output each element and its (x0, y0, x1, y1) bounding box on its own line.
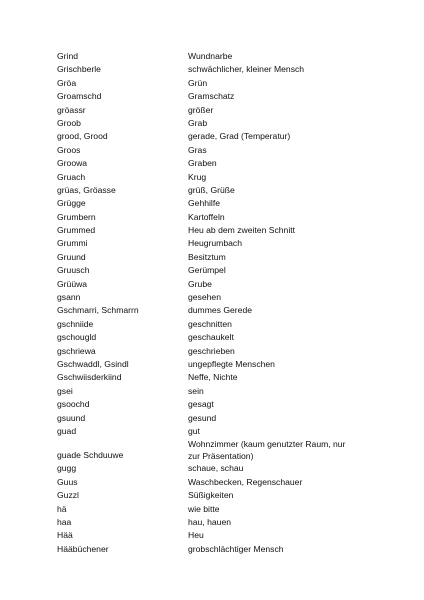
dialect-term: Groamschd (57, 91, 102, 102)
glossary-row (0, 224, 424, 237)
glossary-row (0, 291, 424, 304)
dialect-term: Guzzl (57, 490, 79, 501)
dialect-term: hä (57, 503, 67, 514)
standard-german-definition: Gramschatz (188, 91, 235, 102)
standard-german-definition: Gras (188, 144, 207, 155)
glossary-row (0, 462, 424, 475)
glossary-row (0, 197, 424, 210)
dialect-term: Grummed (57, 225, 96, 236)
standard-german-definition: schaue, schau (188, 463, 244, 474)
dialect-term: Groos (57, 144, 81, 155)
dialect-term: Guus (57, 476, 78, 487)
glossary-row (0, 251, 424, 264)
glossary-row (0, 104, 424, 117)
glossary-row (0, 385, 424, 398)
dialect-term: haa (57, 516, 72, 527)
dialect-term: Groob (57, 117, 81, 128)
standard-german-definition: Gerümpel (188, 265, 226, 276)
standard-german-definition: Besitztum (188, 251, 226, 262)
dialect-term: Gruund (57, 251, 86, 262)
standard-german-definition: Graben (188, 158, 217, 169)
dialect-term: grood, Grood (57, 131, 108, 142)
dialect-term: gschriewa (57, 345, 96, 356)
standard-german-definition: sein (188, 385, 204, 396)
dialect-term: Grumbern (57, 211, 96, 222)
glossary-row (0, 503, 424, 516)
glossary-row (0, 438, 424, 462)
dialect-term: guad (57, 425, 77, 436)
dialect-term: gschougld (57, 332, 97, 343)
glossary-row (0, 211, 424, 224)
dialect-term: Gruach (57, 171, 86, 182)
dialect-term: gröassr (57, 104, 86, 115)
standard-german-definition: dummes Gerede (188, 305, 253, 316)
glossary-row (0, 318, 424, 331)
dialect-term: Grind (57, 51, 79, 61)
glossary-row (0, 398, 424, 411)
dialect-term: Grüüwa (57, 278, 88, 289)
dialect-term: Gröa (57, 77, 77, 88)
dialect-term: grüas, Gröasse (57, 184, 116, 195)
glossary-row (0, 489, 424, 502)
glossary-row (0, 184, 424, 197)
dialect-term: Grummi (57, 238, 88, 249)
glossary-row (0, 543, 424, 556)
glossary-table (0, 50, 424, 556)
glossary-row (0, 304, 424, 317)
glossary-row (0, 157, 424, 170)
standard-german-definition: Neffe, Nichte (188, 372, 238, 383)
dialect-term: Groowa (57, 158, 88, 169)
glossary-row (0, 90, 424, 103)
standard-german-definition: Heu (188, 530, 204, 541)
standard-german-definition: Grube (188, 278, 212, 289)
glossary-row (0, 529, 424, 542)
standard-german-definition: ungepflegte Menschen (188, 358, 275, 369)
standard-german-definition: grüß, Grüße (188, 184, 235, 195)
standard-german-definition: grobschlächtiger Mensch (188, 543, 284, 554)
standard-german-definition: Krug (188, 171, 207, 182)
glossary-row (0, 278, 424, 291)
glossary-row (0, 50, 424, 63)
glossary-row (0, 425, 424, 438)
dialect-term: guade Schduuwe (57, 449, 124, 460)
glossary-row (0, 516, 424, 529)
standard-german-definition: Heu ab dem zweiten Schnitt (188, 225, 296, 236)
standard-german-definition: Gehhilfe (188, 198, 221, 209)
dialect-term: Hää (57, 530, 73, 541)
glossary-row (0, 331, 424, 344)
dialect-term: Grügge (57, 198, 86, 209)
glossary-row (0, 358, 424, 371)
dialect-term: gsoochd (57, 399, 90, 410)
standard-german-definition: geschrieben (188, 345, 235, 356)
standard-german-definition: Grün (188, 77, 208, 88)
dialect-term: Gschwiisderkiind (57, 372, 122, 383)
glossary-row (0, 412, 424, 425)
standard-german-definition: Grab (188, 117, 208, 128)
standard-german-definition: geschaukelt (188, 332, 234, 343)
standard-german-definition: Wundnarbe (188, 51, 233, 61)
dialect-term: gsann (57, 292, 81, 303)
dialect-term: Hääbüchener (57, 543, 109, 554)
standard-german-definition: wie bitte (188, 503, 220, 514)
standard-german-definition: gesehen (188, 292, 221, 303)
standard-german-definition: hau, hauen (188, 516, 232, 527)
glossary-row (0, 144, 424, 157)
dialect-term: gsei (57, 385, 73, 396)
standard-german-definition: Heugrumbach (188, 238, 242, 249)
glossary-row (0, 171, 424, 184)
glossary-row (0, 264, 424, 277)
glossary-row (0, 345, 424, 358)
dialect-term: gschniide (57, 318, 94, 329)
glossary-row (0, 117, 424, 130)
glossary-row (0, 63, 424, 76)
standard-german-definition: gerade, Grad (Temperatur) (188, 131, 291, 142)
standard-german-definition: größer (188, 104, 214, 115)
dialect-term: Grischberle (57, 64, 101, 75)
standard-german-definition: Kartoffeln (188, 211, 225, 222)
standard-german-definition: Waschbecken, Regenschauer (188, 476, 303, 487)
standard-german-definition: schwächlicher, kleiner Mensch (188, 64, 305, 75)
dialect-term: gsuund (57, 412, 86, 423)
standard-german-definition: gesund (188, 412, 217, 423)
glossary-row (0, 476, 424, 489)
glossary-row (0, 130, 424, 143)
standard-german-definition: Süßigkeiten (188, 490, 234, 501)
standard-german-definition: Wohnzimmer (kaum genutzter Raum, nur zur Präsentation) (188, 439, 346, 461)
standard-german-definition: gut (188, 425, 200, 436)
glossary-row (0, 237, 424, 250)
glossary-row (0, 77, 424, 90)
standard-german-definition: gesagt (188, 399, 214, 410)
dialect-term: Gruusch (57, 265, 90, 276)
dialect-term: gugg (57, 463, 77, 474)
glossary-row (0, 371, 424, 384)
standard-german-definition: geschnitten (188, 318, 232, 329)
dialect-term: Gschmarri, Schmarrn (57, 305, 139, 316)
dialect-term: Gschwaddl, Gsindl (57, 358, 129, 369)
